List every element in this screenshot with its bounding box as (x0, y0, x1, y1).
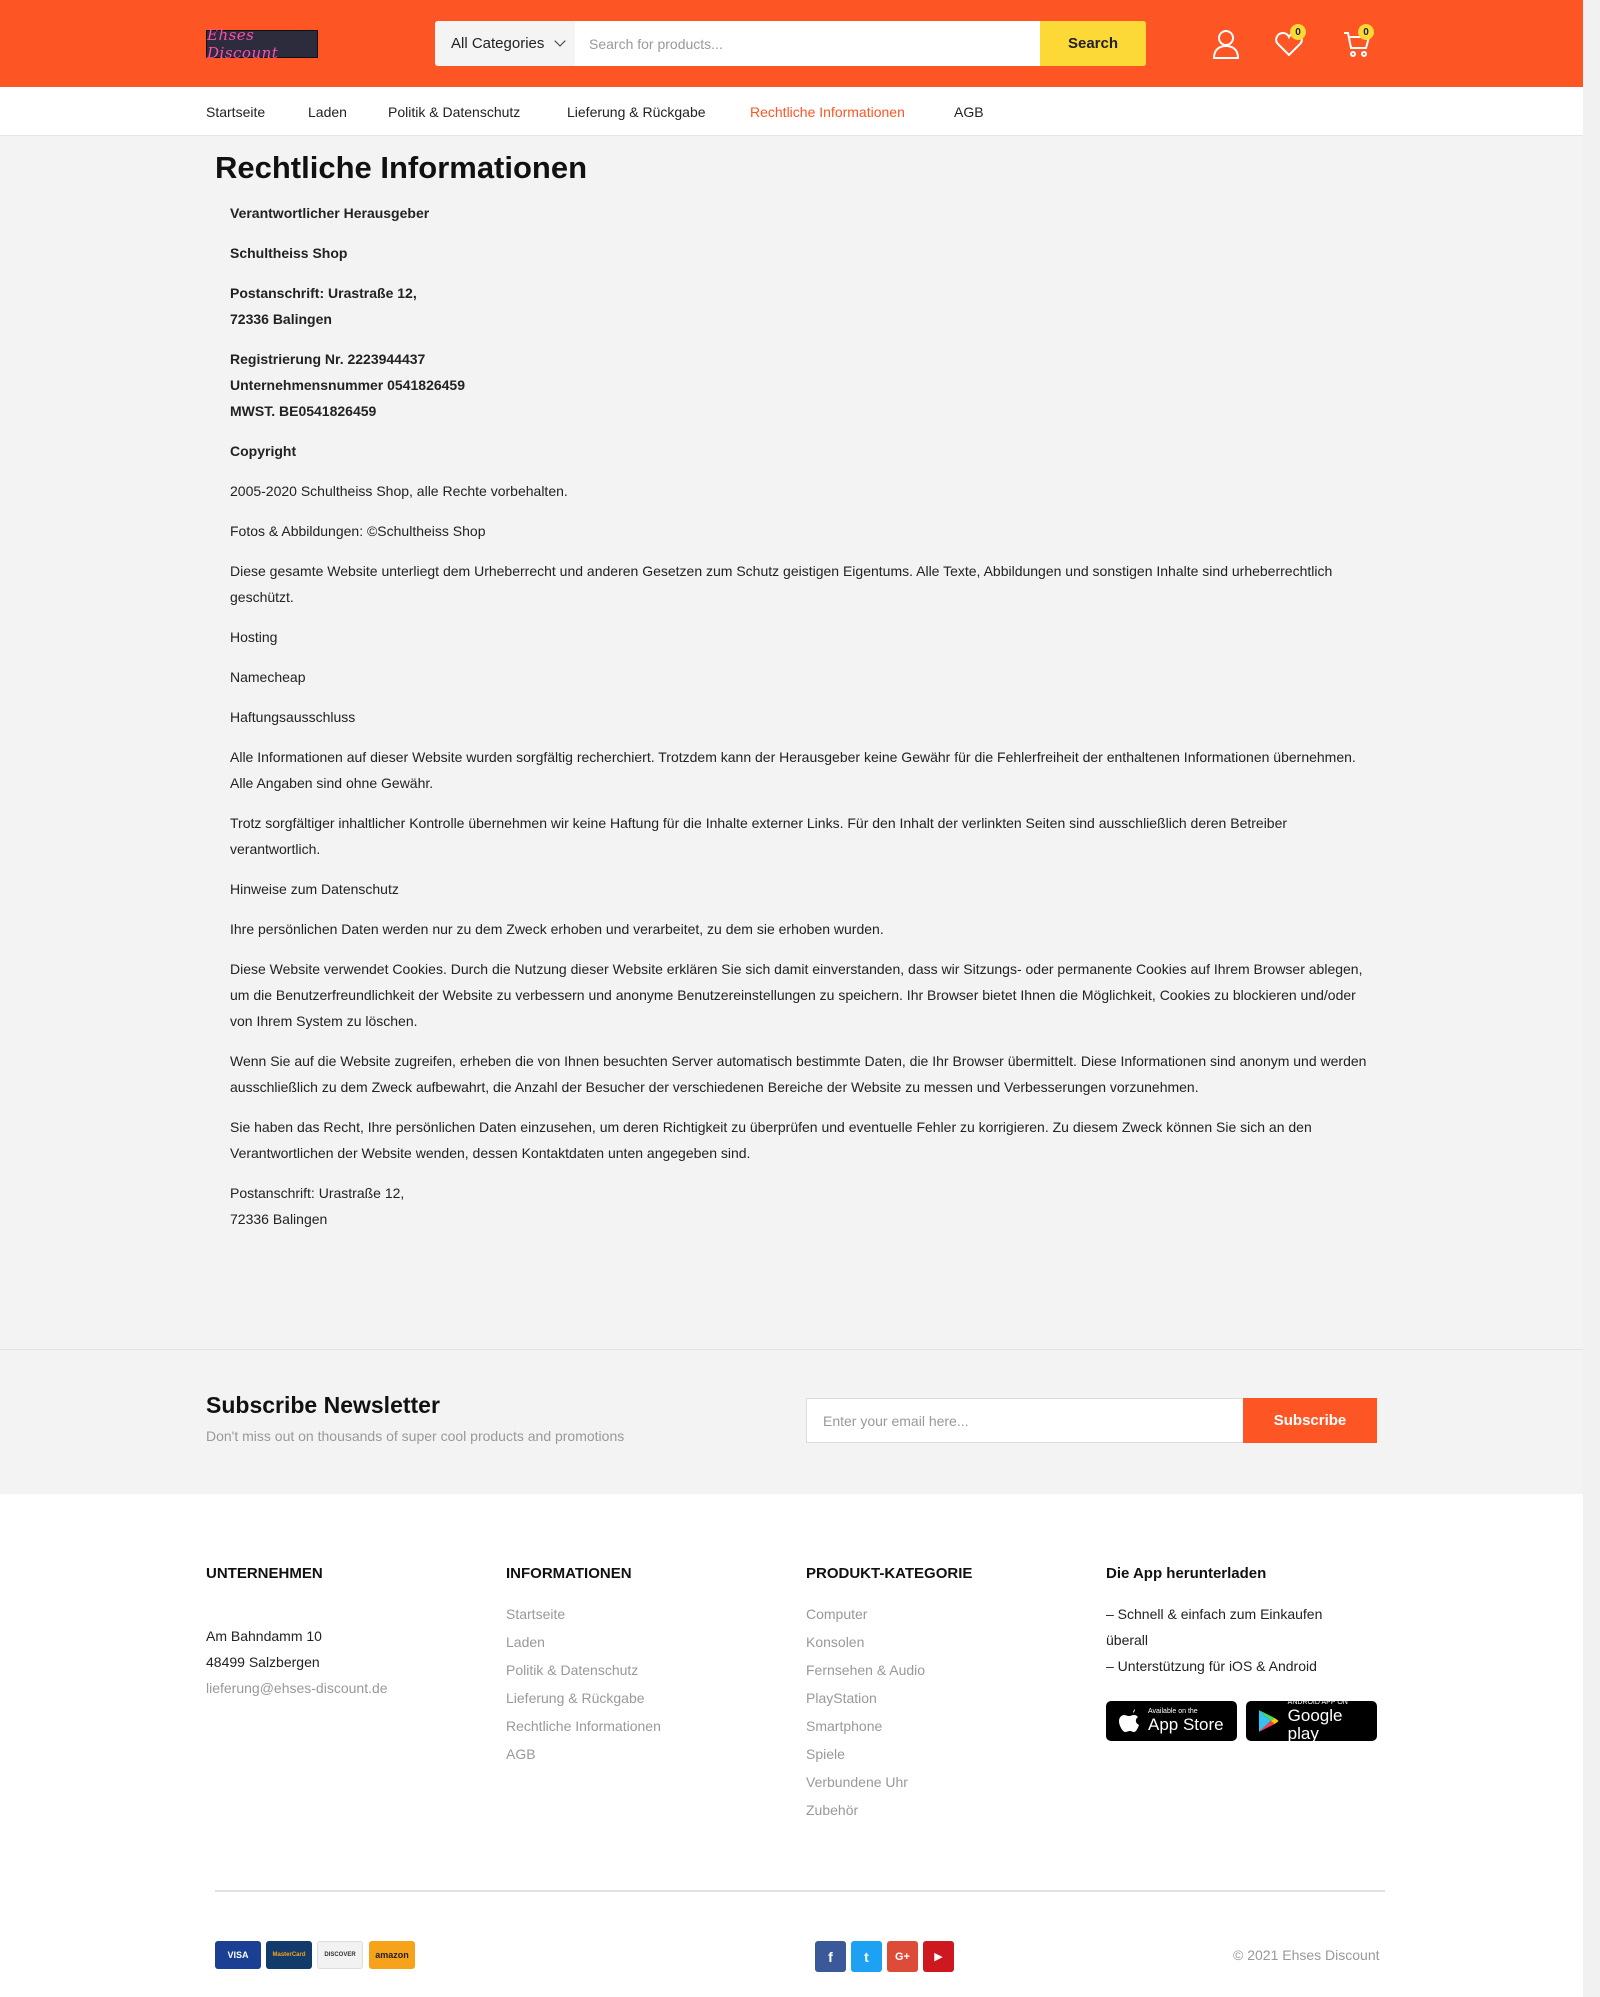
footer-company-email[interactable]: lieferung@ehses-discount.de (206, 1680, 388, 1696)
privacy-paragraph-4: Sie haben das Recht, Ihre persönlichen Daten einzusehen, um deren Richtigkeit zu überprüfen und eventuelle Fehler zu korrigieren. Zu diesem Zweck können Sie sich an den Verantwortlichen der Website wenden, dessen Kontaktdaten unten angegeben sind. (230, 1119, 1312, 1161)
disclaimer-paragraph-1: Alle Informationen auf dieser Website wurden sorgfältig recherchiert. Trotzdem kann der Herausgeber keine Gewähr für die Fehlerfreiheit der enthaltenen Informationen übernehmen. Alle Angaben sind ohne Gewähr. (230, 749, 1356, 791)
scrollbar[interactable] (1583, 0, 1600, 1997)
footer-app-line-2: überall (1106, 1632, 1149, 1648)
footer-category-fernsehen-audio[interactable]: Fernsehen & Audio (806, 1662, 926, 1678)
top-header (0, 0, 1583, 87)
copyright-text: 2005-2020 Schultheiss Shop, alle Rechte vorbehalten. (230, 483, 568, 499)
nav-item-laden[interactable]: Laden (308, 104, 347, 120)
page-title: Rechtliche Informationen (215, 150, 588, 185)
nav-item-agb[interactable]: AGB (954, 104, 984, 120)
visa-payment-icon: VISA (215, 1941, 261, 1969)
registration-info (230, 346, 1375, 424)
account-icon[interactable] (1209, 24, 1243, 64)
footer-app-line-1: – Schnell & einfach zum Einkaufen (1106, 1606, 1323, 1622)
cart-icon[interactable] (1340, 24, 1374, 64)
privacy-paragraph-3: Wenn Sie auf die Website zugreifen, erheben die von Ihnen besuchten Server automatisch bestimmte Daten, die Ihr Browser übermittelt. Diese Informationen sind anonym und werden ausschließlich zu dem Zweck aufbewahrt, die Anzahl der Besucher der verschiedenen Bereiche der Website zu messen und Verbesserungen vorzunehmen. (230, 1053, 1367, 1095)
discover-payment-icon: DISCOVER (317, 1941, 363, 1969)
mastercard-payment-icon: MasterCard (266, 1941, 312, 1969)
nav-item-politik-datenschutz[interactable]: Politik & Datenschutz (388, 104, 521, 120)
google-play-big-text: Google play (1287, 1706, 1343, 1743)
logo-text: Ehses Discount (207, 26, 279, 62)
footer-company-heading: UNTERNEHMEN (206, 1565, 323, 1582)
company-number: Unternehmensnummer 0541826459 (230, 377, 466, 393)
newsletter-subtitle: Don't miss out on thousands of super cool products and promotions (206, 1428, 625, 1444)
footer-information-heading: INFORMATIONEN (506, 1565, 632, 1582)
final-address-line-2: 72336 Balingen (230, 1211, 328, 1227)
twitter-icon[interactable]: t (851, 1941, 882, 1972)
facebook-icon[interactable]: f (815, 1941, 846, 1972)
google-play-badge[interactable] (1246, 1701, 1377, 1741)
copyright-heading: Copyright (230, 443, 297, 459)
search-button[interactable]: Search (1040, 21, 1146, 66)
footer-link-startseite[interactable]: Startseite (506, 1606, 566, 1622)
nav-item-startseite[interactable]: Startseite (206, 104, 266, 120)
footer-link-rechtliche-informationen[interactable]: Rechtliche Informationen (506, 1718, 661, 1734)
copyright-body: Diese gesamte Website unterliegt dem Urheberrecht und anderen Gesetzen zum Schutz geistigen Eigentums. Alle Texte, Abbildungen und sonstigen Inhalte sind urheberrechtlich geschützt. (230, 563, 1333, 605)
google-play-small-text: ANDROID APP ON (1287, 1699, 1348, 1706)
vat-number: MWST. BE0541826459 (230, 403, 377, 419)
hosting-heading: Hosting (230, 629, 278, 645)
address-line-1: Postanschrift: Urastraße 12, (230, 285, 417, 301)
publisher-heading: Verantwortlicher Herausgeber (230, 205, 430, 221)
disclaimer-paragraph-2: Trotz sorgfältiger inhaltlicher Kontrolle übernehmen wir keine Haftung für die Inhalte externer Links. Für den Inhalt der verlinkten Seiten sind ausschließlich deren Betreiber verantwortlich. (230, 815, 1288, 857)
newsletter-title: Subscribe Newsletter (206, 1392, 440, 1418)
photos-text: Fotos & Abbildungen: ©Schultheiss Shop (230, 523, 486, 539)
footer-category-computer[interactable]: Computer (806, 1606, 868, 1622)
wishlist-count-badge: 0 (1290, 24, 1306, 40)
youtube-icon[interactable]: ▶ (923, 1941, 954, 1972)
footer-divider (215, 1890, 1385, 1892)
footer-link-politik-datenschutz[interactable]: Politik & Datenschutz (506, 1662, 639, 1678)
search-input[interactable] (575, 21, 1040, 66)
amazon-payment-icon: amazon (369, 1941, 415, 1969)
footer-app-line-3: – Unterstützung für iOS & Android (1106, 1658, 1317, 1674)
main-nav (0, 87, 1583, 136)
app-store-big-text: App Store (1148, 1715, 1224, 1734)
footer-category-zubehoer[interactable]: Zubehör (806, 1802, 859, 1818)
footer-link-laden[interactable]: Laden (506, 1634, 545, 1650)
legal-article (230, 200, 1375, 1246)
privacy-paragraph-2: Diese Website verwendet Cookies. Durch die Nutzung dieser Website erklären Sie sich damit einverstanden, dass wir Sitzungs- oder permanente Cookies auf Ihrem Browser ablegen, um die Benutzerfreundlichkeit der Website zu verbessern und anonyme Benutzereinstellungen zu speichern. Ihr Browser bietet Ihnen die Möglichkeit, Cookies zu blockieren und/oder von Ihrem System zu löschen. (230, 961, 1363, 1029)
footer-category-smartphone[interactable]: Smartphone (806, 1718, 883, 1734)
footer-category-spiele[interactable]: Spiele (806, 1746, 845, 1762)
postal-address (230, 280, 1375, 332)
footer-company-street: Am Bahndamm 10 (206, 1628, 322, 1644)
subscribe-button[interactable]: Subscribe (1243, 1398, 1377, 1443)
app-store-small-text: Available on the (1148, 1708, 1198, 1715)
category-select-value: All Categories (451, 35, 545, 52)
chevron-down-icon (555, 35, 566, 46)
footer-company-city: 48499 Salzbergen (206, 1654, 320, 1670)
disclaimer-heading: Haftungsausschluss (230, 709, 356, 725)
privacy-paragraph-1: Ihre persönlichen Daten werden nur zu dem Zweck erhoben und verarbeitet, zu dem sie erhoben wurden. (230, 921, 884, 937)
search-bar (435, 21, 1146, 66)
footer-category-konsolen[interactable]: Konsolen (806, 1634, 865, 1650)
hosting-provider: Namecheap (230, 669, 306, 685)
footer-category-verbundene-uhr[interactable]: Verbundene Uhr (806, 1774, 908, 1790)
shop-name: Schultheiss Shop (230, 245, 348, 261)
copyright-text-footer: © 2021 Ehses Discount (1233, 1947, 1380, 1963)
address-line-2: 72336 Balingen (230, 311, 332, 327)
newsletter-form (806, 1398, 1377, 1443)
footer-category-playstation[interactable]: PlayStation (806, 1690, 877, 1706)
cart-count-badge: 0 (1358, 24, 1374, 40)
apple-icon (1118, 1709, 1140, 1733)
nav-item-lieferung-rueckgabe[interactable]: Lieferung & Rückgabe (567, 104, 706, 120)
footer-categories-heading: PRODUKT-KATEGORIE (806, 1565, 973, 1582)
newsletter-email-input[interactable] (806, 1398, 1243, 1443)
registration-number: Registrierung Nr. 2223944437 (230, 351, 426, 367)
app-store-badge[interactable] (1106, 1701, 1237, 1741)
site-logo[interactable] (206, 26, 318, 62)
wishlist-icon[interactable] (1272, 24, 1306, 64)
final-address-line-1: Postanschrift: Urastraße 12, (230, 1185, 405, 1201)
google-play-icon (1258, 1709, 1280, 1733)
google-plus-icon[interactable]: G+ (887, 1941, 918, 1972)
nav-item-rechtliche-informationen[interactable]: Rechtliche Informationen (750, 104, 905, 120)
privacy-heading: Hinweise zum Datenschutz (230, 881, 399, 897)
footer-link-lieferung-rueckgabe[interactable]: Lieferung & Rückgabe (506, 1690, 645, 1706)
newsletter-section (0, 1349, 1583, 1494)
footer-link-agb[interactable]: AGB (506, 1746, 536, 1762)
footer-app-heading: Die App herunterladen (1106, 1565, 1267, 1582)
final-postal-address (230, 1180, 1375, 1232)
category-select[interactable] (435, 21, 575, 66)
